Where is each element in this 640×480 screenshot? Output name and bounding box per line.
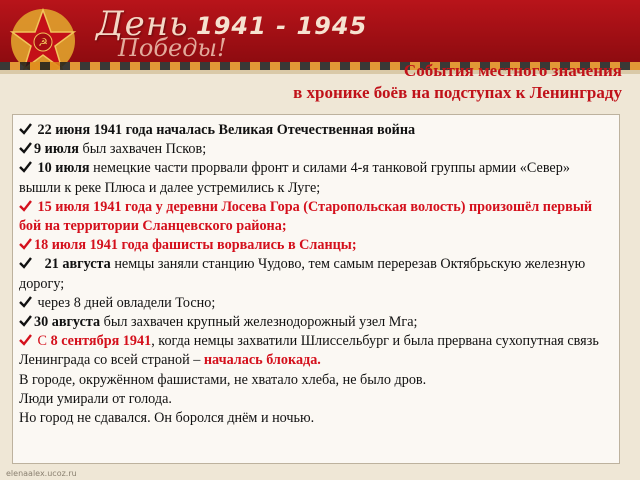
item-text: через 8 дней овладели Тосно; <box>37 294 216 311</box>
list-item <box>19 140 611 159</box>
item-text: немецкие части прорвали фронт и силами 4-я танковой группы армии «Север» вышли к реке Плюса и далее устремились к Луге; <box>19 160 570 196</box>
list-item <box>19 198 611 236</box>
watermark: elenaalex.ucoz.ru <box>6 469 77 478</box>
checkmark-icon <box>19 160 32 173</box>
checkmark-icon <box>19 256 32 269</box>
checkmark-icon <box>19 122 32 135</box>
item-text: 18 июля 1941 года фашисты ворвались в Сланцы; <box>34 237 357 254</box>
item-date: 8 сентября 1941 <box>50 333 152 350</box>
item-highlight: началась блокада. <box>203 352 321 369</box>
list-item <box>19 159 611 197</box>
list-item <box>19 121 611 140</box>
item-text: 15 июля 1941 года у деревни Лосева Гора (Старопольская волость) произошёл первый бой на территории Сланцевского района; <box>19 198 593 235</box>
svg-text:☭: ☭ <box>38 36 48 49</box>
list-item <box>19 313 611 332</box>
item-date: 30 августа <box>34 314 101 331</box>
logo-text-den: День <box>96 4 189 44</box>
closing-line: Но город не сдавался. Он боролся днём и ночью. <box>19 410 315 427</box>
title-line-1: События местного значения <box>403 61 622 80</box>
list-item <box>19 236 611 255</box>
item-text: 22 июня 1941 года началась Великая Отечественная война <box>37 122 416 138</box>
checkmark-icon <box>19 199 32 212</box>
checkmark-icon <box>19 237 32 250</box>
item-text: С <box>37 333 51 350</box>
list-item <box>19 294 611 313</box>
years-label: 1941 - 1945 <box>196 12 368 40</box>
item-text: был захвачен крупный железнодорожный узел Мга; <box>100 314 418 331</box>
checkmark-icon <box>19 314 32 327</box>
item-text: был захвачен Псков; <box>78 141 207 158</box>
checkmark-icon <box>19 333 32 346</box>
checkmark-icon <box>19 295 32 308</box>
page-title <box>182 60 622 104</box>
content-box <box>12 114 620 464</box>
logo-text-pobedy: Победы! <box>118 34 227 62</box>
list-item <box>19 332 611 370</box>
closing-line: В городе, окружённом фашистами, не хватало хлеба, не было дров. <box>19 371 427 388</box>
title-line-2: в хронике боёв на подступах к Ленинграду <box>293 83 622 102</box>
item-text: , когда немцы захватили Шлиссельбург и была прервана сухопутная связь Ленинграда со всей страной – <box>19 333 599 369</box>
item-date: 9 июля <box>34 141 79 158</box>
item-date: 10 июля <box>37 160 90 177</box>
item-date: 21 августа <box>44 256 111 273</box>
closing-line: Люди умирали от голода. <box>19 390 172 407</box>
checkmark-icon <box>19 141 32 154</box>
list-item <box>19 255 611 293</box>
item-text: немцы заняли станцию Чудово, тем самым перерезав Октябрьскую железную дорогу; <box>19 256 586 292</box>
